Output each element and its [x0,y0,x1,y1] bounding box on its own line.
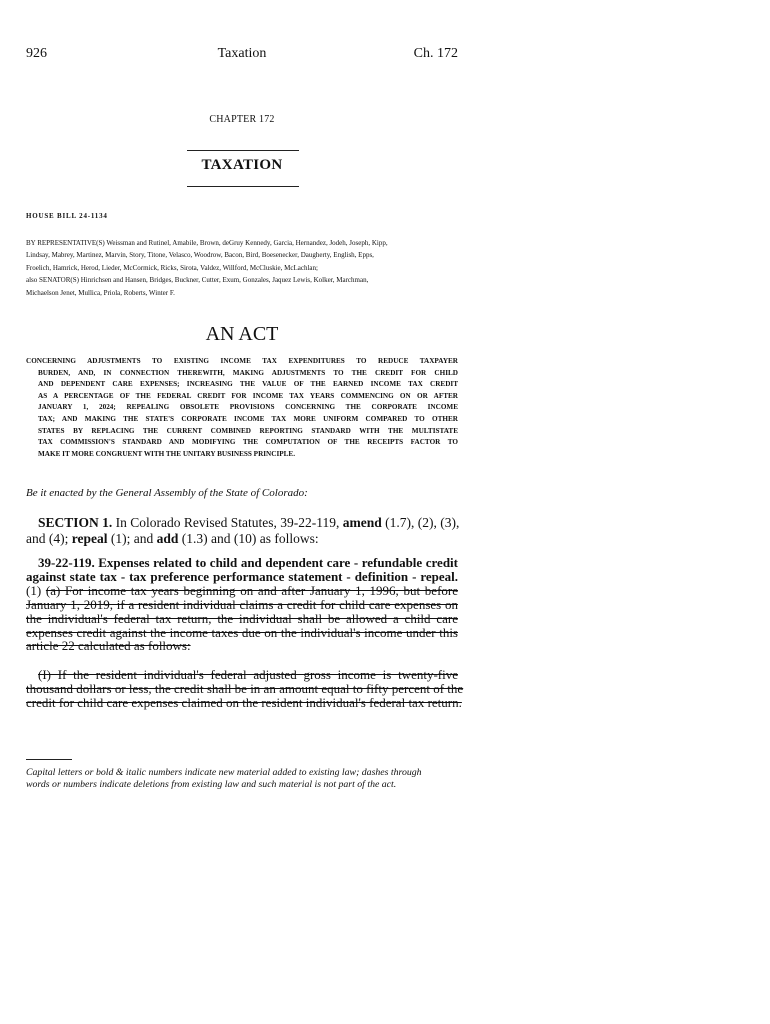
act-heading: AN ACT [205,323,279,345]
clause-line: AND DEPENDENT CARE EXPENSES; INCREASING THE VALUE OF THE EARNED INCOME TAX CREDIT [38,380,458,389]
enacting-clause: Be it enacted by the General Assembly of the State of Colorado: [26,487,308,499]
title-rule-top [187,150,299,151]
sponsor-line: also SENATOR(S) Hinrichsen and Hansen, Bridges, Buckner, Cutter, Exum, Gonzales, Jaquez Lewis, Kolker, Marchman, [26,276,369,285]
statute-text [26,556,458,653]
footnote-rule [26,759,72,760]
statute-paragraph-I [26,667,464,710]
deleted-text: article 22 calculated as follows: [26,638,191,654]
footnote [26,767,466,792]
chapter-label: CHAPTER 172 [209,114,275,125]
deleted-text: (I) If the resident individual's federal adjusted gross income is twenty-five [38,667,458,682]
section-label: SECTION 1. [38,515,113,530]
act-title-clause [26,356,458,460]
clause-line: CONCERNING ADJUSTMENTS TO EXISTING INCOME TAX EXPENDITURES TO REDUCE TAXPAYER [26,357,458,365]
clause-line: TAX; AND MAKING THE STATE'S CORPORATE INCOME TAX MORE UNIFORM COMPARED TO OTHER [38,414,458,423]
amend-keyword: amend [342,515,382,530]
page-number: 926 [26,46,47,61]
title-rule-bottom [187,186,299,187]
deleted-text: (a) For income tax years beginning on and after January 1, 1996, but before [45,582,459,598]
footnote-line: words or numbers indicate deletions from existing law and such material is not part of the act. [26,779,397,791]
deleted-text: the individual's federal tax return, the individual shall be allowed a child care [26,610,458,626]
deleted-text: expenses credit against the income taxes due on the individual's income under this [26,624,458,640]
sponsor-line: Lindsay, Mabrey, Martinez, Marvin, Story, Titone, Velasco, Woodrow, Bacon, Bird, Boesenecker, Daugherty, English, Epps, [26,251,374,260]
chapter-reference: Ch. 172 [413,46,458,61]
add-keyword: add [156,530,179,546]
statute-heading: 39-22-119. Expenses related to child and dependent care - refundable credit [38,555,458,570]
statute-heading: against state tax - tax preference performance statement - definition - repeal. [26,568,458,584]
deleted-text: credit for child care expenses claimed on the resident individual's federal tax return. [26,694,462,710]
deleted-text: thousand dollars or less, the credit shall be in an amount equal to fifty percent of the [26,680,464,696]
section-1: SECTION 1. In Colorado Revised Statutes, 39-22-119, amend (1.7), (2), (3), and (4); repeal (1); and add (1.3) and (10) as follows: [26,515,460,546]
sponsor-line: BY REPRESENTATIVE(S) Weissman and Rutinel, Amabile, Brown, deGruy Kennedy, Garcia, Hernandez, Jodeh, Joseph, Kipp, [26,239,388,247]
deleted-text: January 1, 2019, if a resident individual claims a credit for child care expenses on [26,596,458,612]
clause-line: TAX COMMISSION'S STANDARD AND MODIFYING THE COMPUTATION OF THE RECEIPTS FACTOR TO [38,438,458,447]
section-name: Taxation [217,46,267,61]
sponsor-line: Froelich, Hamrick, Herod, Lieder, McCormick, Ricks, Sirota, Valdez, Willford, McCluskie, McLachlan; [26,263,318,272]
running-header [26,46,458,66]
clause-line: AS A PERCENTAGE OF THE FEDERAL CREDIT FOR INCOME TAX YEARS COMMENCING ON OR AFTER [38,391,458,400]
sponsor-line: Michaelson Jenet, Mullica, Priola, Roberts, Winter F. [26,288,175,297]
sponsor-list [26,237,466,299]
document-title: TAXATION [201,157,283,173]
clause-line: MAKE IT MORE CONGRUENT WITH THE UNITARY BUSINESS PRINCIPLE. [38,449,296,458]
subsection-number: (1) [26,582,42,598]
bill-number: HOUSE BILL 24-1134 [26,212,108,220]
clause-line: JANUARY 1, 2024; REPEALING OBSOLETE PROVISIONS CONCERNING THE CORPORATE INCOME [38,403,458,412]
footnote-line: Capital letters or bold & italic numbers indicate new material added to existing law; dashes through [26,767,422,778]
clause-line: STATES BY REPLACING THE CURRENT COMBINED REPORTING STANDARD WITH THE MULTISTATE [38,426,458,435]
repeal-keyword: repeal [71,530,108,546]
clause-line: BURDEN, AND, IN CONNECTION THEREWITH, MAKING ADJUSTMENTS TO THE CREDIT FOR CHILD [38,368,458,377]
